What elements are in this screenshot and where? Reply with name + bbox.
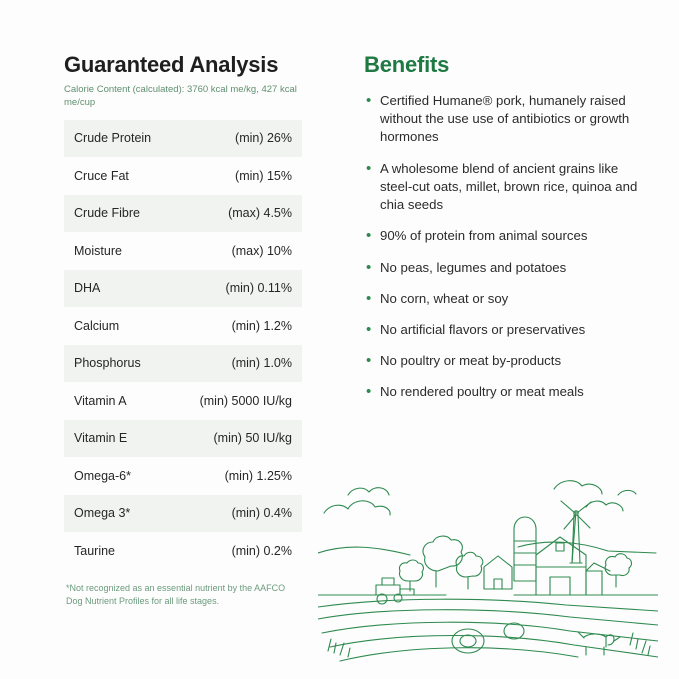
nutrient-name: Taurine (74, 543, 115, 558)
nutrient-name: Crude Protein (64, 120, 174, 158)
table-row (64, 495, 302, 533)
table-row (64, 195, 302, 233)
list-item: • No rendered poultry or meat meals (364, 383, 639, 401)
nutrient-value: (min) 26% (174, 120, 302, 158)
nutrient-value: (max) 10% (231, 243, 292, 258)
nutrient-name: Moisture (74, 243, 122, 258)
nutrient-name: Omega 3* (64, 495, 174, 533)
table-row (64, 307, 302, 345)
benefits-list (364, 92, 639, 402)
benefits-section (364, 52, 639, 415)
nutrient-name: Phosphorus (64, 345, 174, 383)
table-row (64, 157, 302, 195)
guaranteed-analysis-section (64, 52, 302, 608)
table-row (64, 420, 302, 458)
list-item: • No peas, legumes and potatoes (364, 259, 639, 277)
footnote-text: *Not recognized as an essential nutrient by the AAFCO Dog Nutrient Profiles for all life stages. (66, 582, 286, 606)
benefits-title: Benefits (364, 52, 450, 77)
nutrient-value: (min) 1.2% (231, 318, 292, 333)
nutrient-name: Vitamin A (74, 393, 127, 408)
list-item: • A wholesome blend of ancient grains like steel-cut oats, millet, brown rice, quinoa and chia seeds (364, 160, 639, 215)
list-item: • No poultry or meat by-products (364, 352, 639, 370)
table-row (64, 382, 302, 420)
table-row (64, 270, 302, 308)
farm-landscape-illustration (318, 455, 658, 665)
list-item: • No corn, wheat or soy (364, 290, 639, 308)
nutrient-name: Calcium (74, 318, 120, 333)
list-item: • 90% of protein from animal sources (364, 227, 639, 245)
nutrient-name: Cruce Fat (74, 168, 129, 183)
nutrient-name: DHA (64, 270, 174, 308)
table-row (64, 232, 302, 270)
nutrient-value: (min) 1.0% (174, 345, 302, 383)
list-item: • Certified Humane® pork, humanely raised without the use use of antibiotics or growth hormones (364, 92, 639, 147)
nutrient-value: (min) 15% (235, 168, 292, 183)
table-row (64, 532, 302, 570)
table-row (64, 120, 302, 158)
nutrient-value: (min) 0.4% (174, 495, 302, 533)
nutrient-value: (min) 1.25% (224, 468, 292, 483)
guaranteed-analysis-table (64, 120, 302, 570)
guaranteed-analysis-title: Guaranteed Analysis (64, 52, 279, 77)
nutrient-value: (min) 0.2% (231, 543, 292, 558)
nutrient-value: (min) 5000 IU/kg (199, 393, 292, 408)
calorie-content-text: Calorie Content (calculated): 3760 kcal me/kg, 427 kcal me/cup (64, 84, 297, 108)
table-row (64, 457, 302, 495)
nutrient-value: (min) 0.11% (174, 270, 302, 308)
nutrient-name: Vitamin E (64, 420, 174, 458)
nutrient-value: (min) 50 IU/kg (174, 420, 302, 458)
nutrient-value: (max) 4.5% (174, 195, 302, 233)
nutrient-name: Omega-6* (74, 468, 131, 483)
table-row (64, 345, 302, 383)
nutrient-name: Crude Fibre (64, 195, 174, 233)
list-item: • No artificial flavors or preservatives (364, 321, 639, 339)
